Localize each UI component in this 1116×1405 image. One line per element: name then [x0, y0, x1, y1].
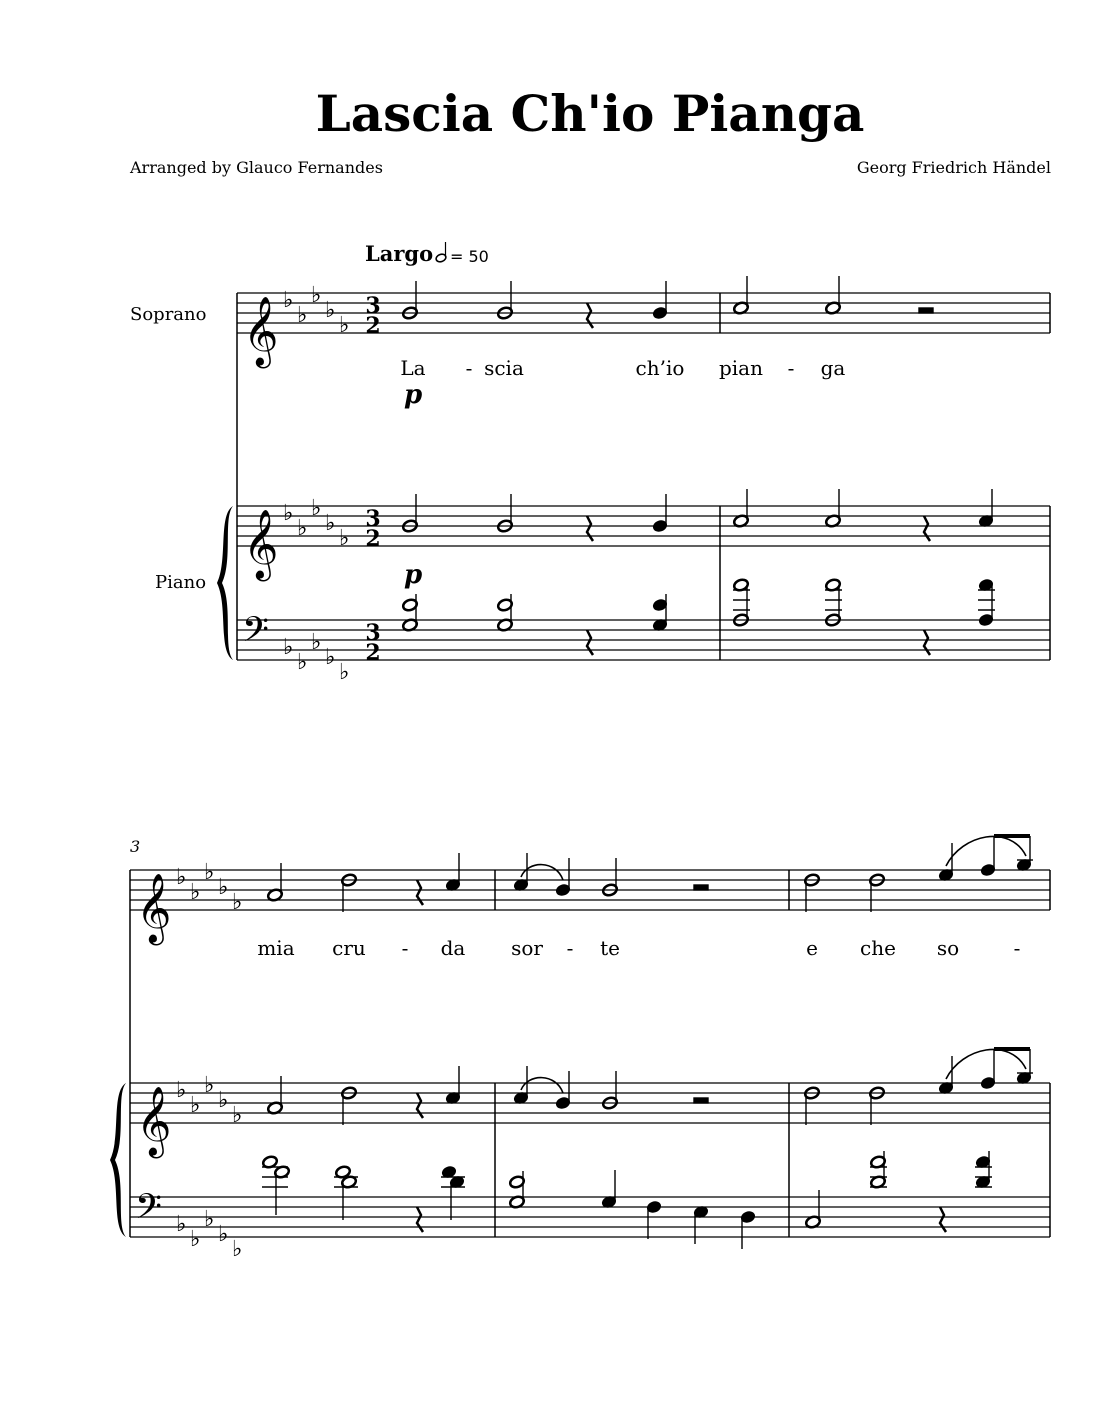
lyric-syllable: mia	[257, 936, 295, 960]
barlines	[237, 293, 1050, 660]
svg-text:3: 3	[365, 293, 381, 319]
svg-text:♭: ♭	[232, 1103, 243, 1128]
piano-label: Piano	[155, 572, 207, 593]
piano-bass-notes	[262, 1151, 992, 1249]
lyric-syllable: so	[936, 936, 960, 960]
lyric-hyphen: -	[465, 356, 473, 380]
svg-text:♭: ♭	[325, 298, 336, 323]
svg-text:♭: ♭	[339, 526, 350, 551]
svg-text:♭: ♭	[339, 660, 350, 685]
arranger-credit: Arranged by Glauco Fernandes	[130, 158, 383, 177]
svg-text:♭: ♭	[311, 630, 322, 655]
grand-staff-brace	[110, 1083, 126, 1237]
lyric-syllable: sor	[511, 936, 543, 960]
system-1	[217, 276, 1050, 685]
lyric-syllable: e	[806, 936, 818, 960]
dynamic-marking: p	[404, 560, 423, 590]
soprano-label: Soprano	[130, 304, 207, 325]
barlines	[130, 870, 1050, 1237]
soprano-staff	[130, 870, 1050, 910]
svg-text:♭: ♭	[283, 635, 294, 660]
svg-text:♭: ♭	[190, 1093, 201, 1118]
dynamic-marking: p	[404, 380, 423, 410]
svg-text:2: 2	[365, 640, 381, 666]
svg-text:3: 3	[365, 506, 381, 532]
lyric-hyphen: -	[787, 356, 795, 380]
soprano-notes	[402, 276, 933, 328]
key-signature-flat-icon	[176, 860, 242, 1262]
svg-text:♭: ♭	[176, 1212, 187, 1237]
lyric-syllable: ch’io	[635, 356, 685, 380]
lyric-syllable: te	[600, 936, 620, 960]
lyric-hyphen: -	[401, 936, 409, 960]
system-2	[110, 836, 1050, 1262]
svg-text:♭: ♭	[325, 511, 336, 536]
lyric-syllable: cru	[332, 936, 366, 960]
composer-credit: Georg Friedrich Händel	[856, 158, 1051, 177]
score-title: Lascia Ch'io Pianga	[315, 84, 865, 143]
svg-text:2: 2	[365, 313, 381, 339]
svg-text:♭: ♭	[339, 313, 350, 338]
svg-text:♭: ♭	[204, 1073, 215, 1098]
bass-clef-icon: 𝄢	[242, 609, 270, 658]
svg-text:♭: ♭	[190, 1227, 201, 1252]
svg-text:2: 2	[365, 526, 381, 552]
key-signature-flat-icon	[283, 283, 349, 685]
svg-text:♭: ♭	[311, 283, 322, 308]
svg-text:♭: ♭	[283, 501, 294, 526]
time-signature	[365, 293, 380, 666]
lyric-syllable: pian	[718, 356, 764, 380]
svg-text:♭: ♭	[218, 1222, 229, 1247]
lyric-syllable: scia	[484, 356, 524, 380]
lyric-syllable: da	[440, 936, 466, 960]
svg-text:♭: ♭	[232, 890, 243, 915]
svg-text:♭: ♭	[218, 1088, 229, 1113]
svg-text:3: 3	[365, 620, 381, 646]
svg-text:♭: ♭	[325, 645, 336, 670]
svg-text:♭: ♭	[297, 516, 308, 541]
treble-clef-icon: 𝄞	[243, 296, 279, 366]
svg-text:♭: ♭	[311, 496, 322, 521]
svg-text:♭: ♭	[218, 875, 229, 900]
lyric-syllable: La	[400, 356, 426, 380]
piano-treble-staff	[130, 1083, 1050, 1123]
lyric-hyphen: -	[1013, 936, 1021, 960]
svg-text:♭: ♭	[297, 650, 308, 675]
tempo-marking: Largo	[365, 241, 434, 266]
treble-clef-icon: 𝄞	[136, 873, 172, 943]
piano-bass-notes	[402, 578, 995, 655]
grand-staff-brace	[217, 506, 233, 660]
bass-clef-icon: 𝄢	[135, 1186, 163, 1235]
piano-treble-notes	[402, 489, 994, 541]
lyric-hyphen: -	[566, 936, 574, 960]
svg-text:♭: ♭	[176, 1078, 187, 1103]
treble-clef-icon: 𝄞	[136, 1086, 172, 1156]
svg-text:♭: ♭	[232, 1237, 243, 1262]
svg-text:♭: ♭	[297, 303, 308, 328]
treble-clef-icon: 𝄞	[243, 509, 279, 579]
svg-text:♭: ♭	[283, 288, 294, 313]
piano-bass-staff	[130, 1197, 1050, 1237]
measure-number: 3	[130, 837, 141, 856]
lyric-syllable: che	[860, 936, 896, 960]
svg-text:♭: ♭	[190, 880, 201, 905]
lyric-syllable: ga	[820, 356, 846, 380]
metronome-mark	[435, 242, 489, 266]
svg-text:= 50: = 50	[450, 247, 489, 266]
svg-text:♭: ♭	[176, 865, 187, 890]
svg-text:♭: ♭	[204, 860, 215, 885]
svg-text:♭: ♭	[204, 1207, 215, 1232]
